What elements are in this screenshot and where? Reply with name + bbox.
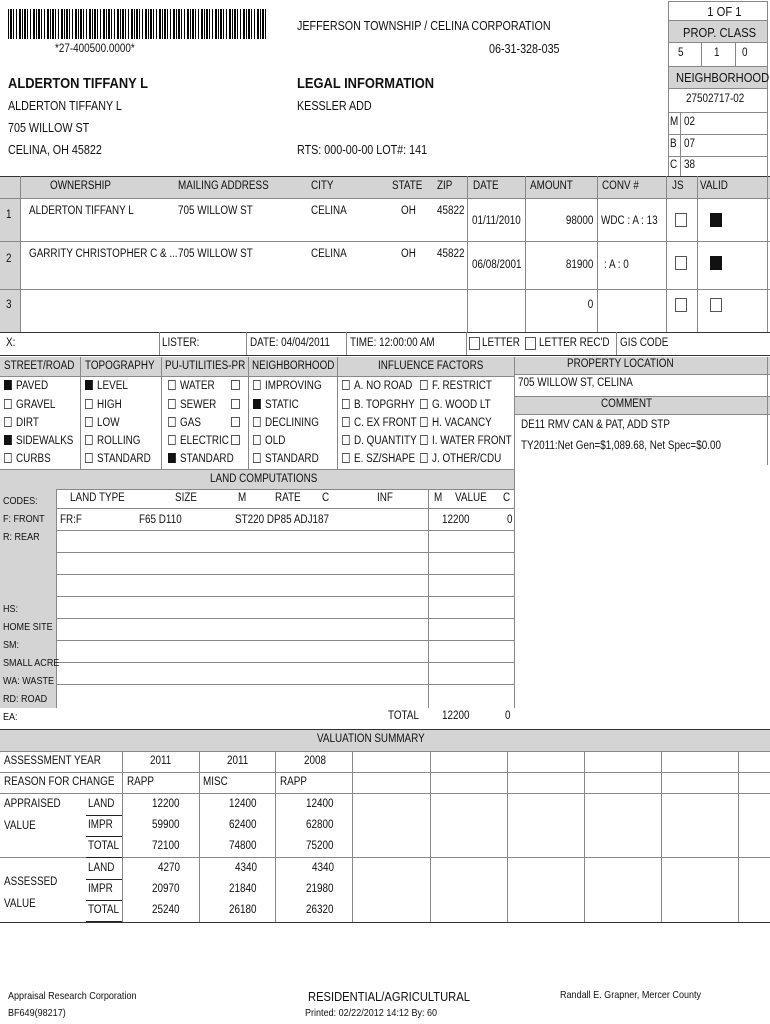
nbhd-declining[interactable]: DECLINING — [253, 417, 319, 430]
land-col-m2: M — [434, 492, 443, 504]
comment-title: COMMENT — [601, 398, 653, 410]
land-col-m: M — [238, 492, 247, 504]
assessed-total-label: TOTAL — [88, 904, 119, 916]
sale-row-2-zip: 45822 — [437, 248, 465, 260]
assessed-land-3: 4340 — [312, 862, 335, 874]
year-2: 2011 — [227, 755, 249, 767]
land-row-type: FR:F — [60, 514, 82, 526]
b-label: B — [670, 138, 677, 150]
sale-row-2-valid-checkbox[interactable] — [710, 256, 722, 270]
reason-1: RAPP — [127, 776, 154, 788]
infl-water-front[interactable]: I. WATER FRONT — [420, 435, 512, 448]
col-date: DATE — [473, 180, 499, 192]
topo-level[interactable]: LEVEL — [85, 380, 128, 393]
land-total-value: 12200 — [442, 710, 470, 722]
util-standard[interactable]: STANDARD — [168, 453, 234, 466]
reason-2: MISC — [203, 776, 228, 788]
sale-row-2-state: OH — [401, 248, 416, 260]
sales-header-bg — [0, 176, 770, 198]
assessed-land-2: 4340 — [235, 862, 258, 874]
sale-row-1-date: 01/11/2010 — [472, 215, 521, 227]
nbhd-improving[interactable]: IMPROVING — [253, 380, 322, 393]
land-codes: CODES: F: FRONT R: REAR HS: HOME SITE SM: SMALL ACRE WA: WASTE RD: ROAD EA: — [3, 495, 60, 723]
assessed-value-label: VALUE — [4, 898, 36, 910]
sale-row-3-amount: 0 — [587, 299, 594, 311]
street-dirt[interactable]: DIRT — [4, 417, 39, 430]
infl-vacancy[interactable]: H. VACANCY — [420, 417, 492, 430]
sale-row-1-num: 1 — [6, 209, 12, 221]
letter-label: LETTER — [482, 337, 520, 349]
neighborhood-code: 27502717-02 — [686, 93, 745, 105]
col-ownership: OWNERSHIP — [50, 180, 111, 192]
land-row-value: 12200 — [442, 514, 470, 526]
barcode — [8, 9, 268, 39]
assessed-land-label: LAND — [88, 862, 115, 874]
comment-line-2: TY2011:Net Gen=$1,089.68, Net Spec=$0.00 — [521, 440, 721, 452]
land-row-size: F65 D110 — [139, 514, 182, 526]
sale-row-2-amount: 81900 — [565, 259, 594, 271]
util-water[interactable]: WATER — [168, 380, 215, 393]
footer-form: BF649(98217) — [8, 1007, 66, 1019]
owner-city: CELINA, OH 45822 — [8, 143, 102, 157]
appraised-total-2: 74800 — [229, 840, 257, 852]
sale-row-2-city: CELINA — [311, 248, 347, 260]
owner-name: ALDERTON TIFFANY L — [8, 99, 122, 113]
sale-row-1-conv: WDC : A : 13 — [601, 215, 658, 227]
util-sewer-pr-checkbox[interactable] — [231, 399, 240, 409]
prop-class-2: 1 — [714, 47, 720, 59]
appraised-land-label: LAND — [88, 798, 115, 810]
sale-row-1-valid-checkbox[interactable] — [710, 213, 722, 227]
sale-row-2-date: 06/08/2001 — [472, 259, 522, 271]
col-js: JS — [672, 180, 684, 192]
sale-row-2-num: 2 — [6, 253, 12, 265]
infl-ex-front[interactable]: C. EX FRONT — [342, 417, 417, 430]
infl-quantity[interactable]: D. QUANTITY — [342, 435, 417, 448]
infl-no-road[interactable]: A. NO ROAD — [342, 380, 412, 393]
lister-time: TIME: 12:00:00 AM — [350, 337, 435, 349]
year-3: 2008 — [304, 755, 327, 767]
appraised-impr-3: 62800 — [306, 819, 334, 831]
sale-row-2-owner: GARRITY CHRISTOPHER C & ... — [29, 248, 178, 260]
infl-wood-lt[interactable]: G. WOOD LT — [420, 399, 491, 412]
land-col-inf: INF — [377, 492, 393, 504]
letter-checkbox[interactable] — [469, 337, 480, 350]
year-1: 2011 — [150, 755, 172, 767]
assessed-impr-1: 20970 — [152, 883, 180, 895]
sale-row-1-city: CELINA — [311, 205, 347, 217]
assessed-total-3: 26320 — [306, 904, 334, 916]
appraised-land-1: 12200 — [152, 798, 180, 810]
infl-restrict[interactable]: F. RESTRICT — [420, 380, 492, 393]
nbhd-static[interactable]: STATIC — [253, 399, 299, 412]
land-col-c2: C — [503, 492, 511, 504]
sale-row-3-num: 3 — [6, 299, 12, 311]
legal-subdivision: KESSLER ADD — [297, 99, 372, 113]
land-col-rate: RATE — [275, 492, 301, 504]
col-valid: VALID — [700, 180, 728, 192]
b-value: 07 — [684, 138, 696, 150]
col-amount: AMOUNT — [530, 180, 573, 192]
assessed-total-2: 26180 — [229, 904, 257, 916]
assessed-total-1: 25240 — [152, 904, 180, 916]
prop-class-label: PROP. CLASS — [682, 25, 757, 40]
assessed-impr-3: 21980 — [306, 883, 334, 895]
footer-type: RESIDENTIAL/AGRICULTURAL — [308, 989, 470, 1004]
assessed-impr-label: IMPR — [88, 883, 113, 895]
nbhd-old[interactable]: OLD — [253, 435, 285, 448]
township-name: JEFFERSON TOWNSHIP / CELINA CORPORATION — [297, 19, 551, 33]
util-gas-pr-checkbox[interactable] — [231, 417, 240, 427]
land-total-c: 0 — [505, 710, 511, 722]
appraised-label: APPRAISED — [4, 798, 61, 810]
appraised-impr-1: 59900 — [152, 819, 180, 831]
prop-class-1: 5 — [678, 47, 684, 59]
topo-rolling[interactable]: ROLLING — [85, 435, 140, 448]
influence-title: INFLUENCE FACTORS — [378, 360, 484, 372]
legal-rts: RTS: 000-00-00 LOT#: 141 — [297, 143, 428, 157]
sale-row-1-state: OH — [401, 205, 416, 217]
sale-row-2-mailing: 705 WILLOW ST — [178, 248, 253, 260]
appraised-total-label: TOTAL — [88, 840, 119, 852]
assessed-land-1: 4270 — [158, 862, 181, 874]
util-gas[interactable]: GAS — [168, 417, 201, 430]
property-location-title: PROPERTY LOCATION — [567, 358, 674, 370]
owner-address: 705 WILLOW ST — [8, 121, 90, 135]
nbhd-title: NEIGHBORHOOD — [252, 360, 335, 372]
appraised-impr-2: 62400 — [229, 819, 257, 831]
util-title: PU-UTILITIES-PR — [165, 360, 246, 372]
col-conv: CONV # — [602, 180, 639, 192]
nbhd-standard[interactable]: STANDARD — [253, 453, 319, 466]
footer-printed: Printed: 02/22/2012 14:12 By: 60 — [305, 1007, 438, 1019]
sale-row-1-mailing: 705 WILLOW ST — [178, 205, 253, 217]
page-count: 1 OF 1 — [707, 4, 742, 19]
appraised-land-3: 12400 — [306, 798, 334, 810]
lister-x: X: — [6, 337, 16, 349]
sale-row-1-js-checkbox[interactable] — [675, 213, 687, 227]
appraised-total-1: 72100 — [152, 840, 180, 852]
owner-name-heading: ALDERTON TIFFANY L — [8, 75, 148, 92]
sale-row-2-conv: : A : 0 — [604, 259, 629, 271]
sale-row-3-valid-checkbox[interactable] — [710, 298, 722, 312]
infl-other-cdu[interactable]: J. OTHER/CDU — [420, 453, 501, 466]
street-paved[interactable]: PAVED — [4, 380, 48, 393]
util-water-pr-checkbox[interactable] — [231, 380, 240, 390]
c-label: C — [670, 159, 678, 171]
legal-title: LEGAL INFORMATION — [297, 75, 435, 92]
land-total-label: TOTAL — [388, 710, 419, 722]
infl-sz-shape[interactable]: E. SZ/SHAPE — [342, 453, 415, 466]
parcel-number: 06-31-328-035 — [489, 42, 560, 56]
street-sidewalks[interactable]: SIDEWALKS — [4, 435, 73, 448]
util-sewer[interactable]: SEWER — [168, 399, 216, 412]
barcode-text: *27-400500.0000* — [55, 43, 135, 55]
c-value: 38 — [684, 159, 696, 171]
property-location: 705 WILLOW ST, CELINA — [518, 377, 633, 389]
col-mailing: MAILING ADDRESS — [178, 180, 269, 192]
street-curbs[interactable]: CURBS — [4, 453, 51, 466]
appraised-impr-label: IMPR — [88, 819, 113, 831]
topo-standard[interactable]: STANDARD — [85, 453, 151, 466]
lister-label: LISTER: — [162, 337, 200, 349]
neighborhood-label: NEIGHBORHOOD — [676, 70, 770, 85]
infl-topgrhy[interactable]: B. TOPGRHY — [342, 399, 415, 412]
assessment-year-label: ASSESSMENT YEAR — [4, 755, 101, 767]
topo-low[interactable]: LOW — [85, 417, 120, 430]
sale-row-2-js-checkbox[interactable] — [675, 256, 687, 270]
topo-title: TOPOGRAPHY — [85, 360, 155, 372]
land-col-type: LAND TYPE — [70, 492, 125, 504]
assessed-label: ASSESSED — [4, 876, 58, 888]
reason-label: REASON FOR CHANGE — [4, 776, 115, 788]
street-title: STREET/ROAD — [4, 360, 75, 372]
land-row-rate: ST220 DP85 ADJ187 — [235, 514, 330, 526]
gis-code-label: GIS CODE — [620, 337, 669, 349]
land-title: LAND COMPUTATIONS — [210, 473, 318, 485]
m-label: M — [670, 116, 679, 128]
appraised-land-2: 12400 — [229, 798, 257, 810]
land-row-c: 0 — [507, 514, 513, 526]
sale-row-1-zip: 45822 — [437, 205, 465, 217]
topo-high[interactable]: HIGH — [85, 399, 122, 412]
footer-auditor: Randall E. Grapner, Mercer County — [560, 989, 702, 1001]
land-col-size: SIZE — [175, 492, 197, 504]
letter-recd-label: LETTER REC'D — [539, 337, 610, 349]
assessed-impr-2: 21840 — [229, 883, 257, 895]
m-value: 02 — [684, 116, 696, 128]
appraised-value-label: VALUE — [4, 820, 36, 832]
reason-3: RAPP — [280, 776, 307, 788]
lister-date: DATE: 04/04/2011 — [250, 337, 330, 349]
footer-company: Appraisal Research Corporation — [8, 990, 137, 1002]
sale-row-3-js-checkbox[interactable] — [675, 298, 687, 312]
valuation-title: VALUATION SUMMARY — [317, 733, 425, 745]
prop-class-3: 0 — [742, 47, 748, 59]
util-electric[interactable]: ELECTRIC — [168, 435, 229, 448]
appraised-total-3: 75200 — [306, 840, 334, 852]
land-col-value: VALUE — [455, 492, 487, 504]
letter-recd-checkbox[interactable] — [525, 337, 536, 350]
comment-line-1: DE11 RMV CAN & PAT, ADD STP — [521, 419, 670, 431]
col-city: CITY — [311, 180, 334, 192]
col-zip: ZIP — [437, 180, 453, 192]
util-electric-pr-checkbox[interactable] — [231, 435, 240, 445]
land-col-c: C — [322, 492, 330, 504]
street-gravel[interactable]: GRAVEL — [4, 399, 55, 412]
sale-row-1-owner: ALDERTON TIFFANY L — [29, 205, 134, 217]
col-state: STATE — [392, 180, 423, 192]
sale-row-1-amount: 98000 — [565, 215, 594, 227]
